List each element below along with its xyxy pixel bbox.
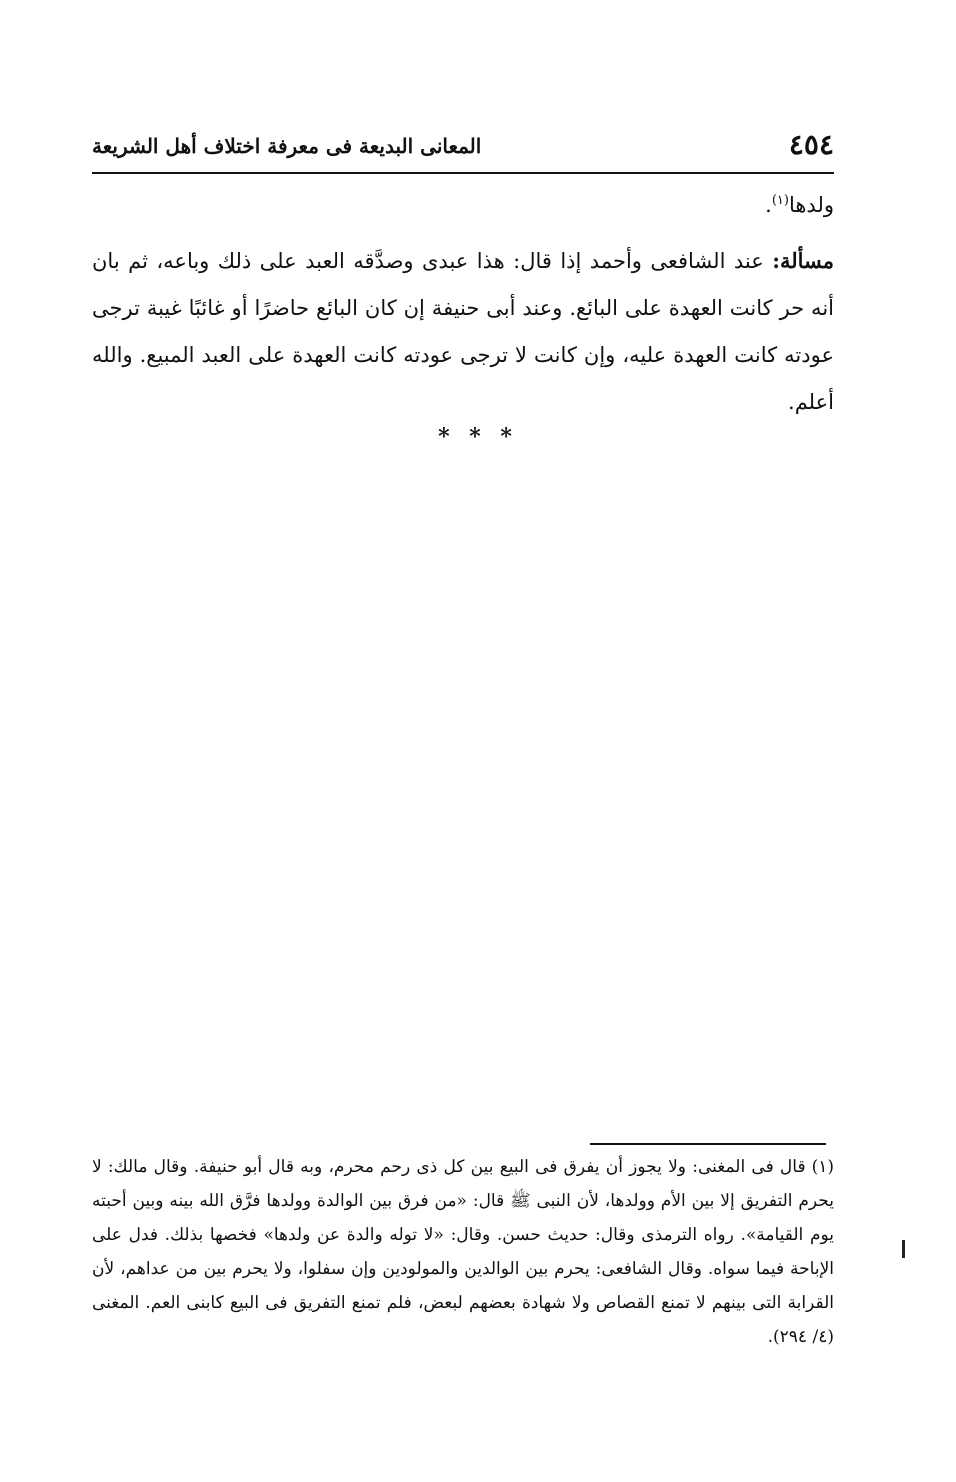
header-rule bbox=[92, 172, 834, 174]
footnote-reference: (١) bbox=[771, 193, 789, 208]
footnote-text: قال فى المغنى: ولا يجوز أن يفرق فى البيع بين كل ذى رحم محرم، وبه قال أبو حنيفة. وقال مالك: لا يحرم التفريق إلا بين الأم وولدها، لأن النبى ﷺ قال: «من فرق بين الوالدة وولدها فرَّق الله بينه وبين أحبته يوم القيامة». رواه الترمذى وقال: حديث حسن. وقال: «لا توله والدة عن ولدها» فخصها بذلك. فدل على الإباحة فيما سواه. وقال الشافعى: يحرم بين الوالدين والمولودين وإن سفلوا، ولا يحرم بين من عداهم، لأن القرابة التى بينهم لا تمنع القصاص ولا شهادة بعضهم لبعض، فلم تمنع التفريق فى البيع كابنى العم. المغنى (٤/ ٢٩٤). bbox=[92, 1157, 834, 1347]
section-separator: * * * bbox=[438, 424, 518, 450]
margin-mark bbox=[902, 1240, 905, 1258]
continuation-end: . bbox=[765, 193, 772, 217]
issue-paragraph bbox=[92, 237, 834, 426]
footnote bbox=[92, 1150, 834, 1354]
footnote-rule bbox=[590, 1143, 826, 1145]
issue-label: مسألة: bbox=[772, 248, 834, 273]
continuation-text: ولدها bbox=[788, 193, 834, 217]
issue-text: عند الشافعى وأحمد إذا قال: هذا عبدى وصدَّقه العبد على ذلك وباعه، ثم بان أنه حر كانت العهدة على البائع. وعند أبى حنيفة إن كان البائع حاضرًا أو غائبًا غيبة ترجى عودته كانت العهدة عليه، وإن كانت لا ترجى عودته كانت العهدة على العبد المبيع. والله أعلم. bbox=[92, 249, 834, 414]
main-text bbox=[92, 182, 834, 426]
footnote-marker: (١) bbox=[811, 1157, 834, 1177]
running-title: المعانى البديعة فى معرفة اختلاف أهل الشريعة bbox=[92, 134, 482, 158]
page-header bbox=[92, 128, 834, 170]
continuation-line bbox=[92, 182, 834, 229]
page-number: ٤٥٤ bbox=[788, 128, 834, 161]
